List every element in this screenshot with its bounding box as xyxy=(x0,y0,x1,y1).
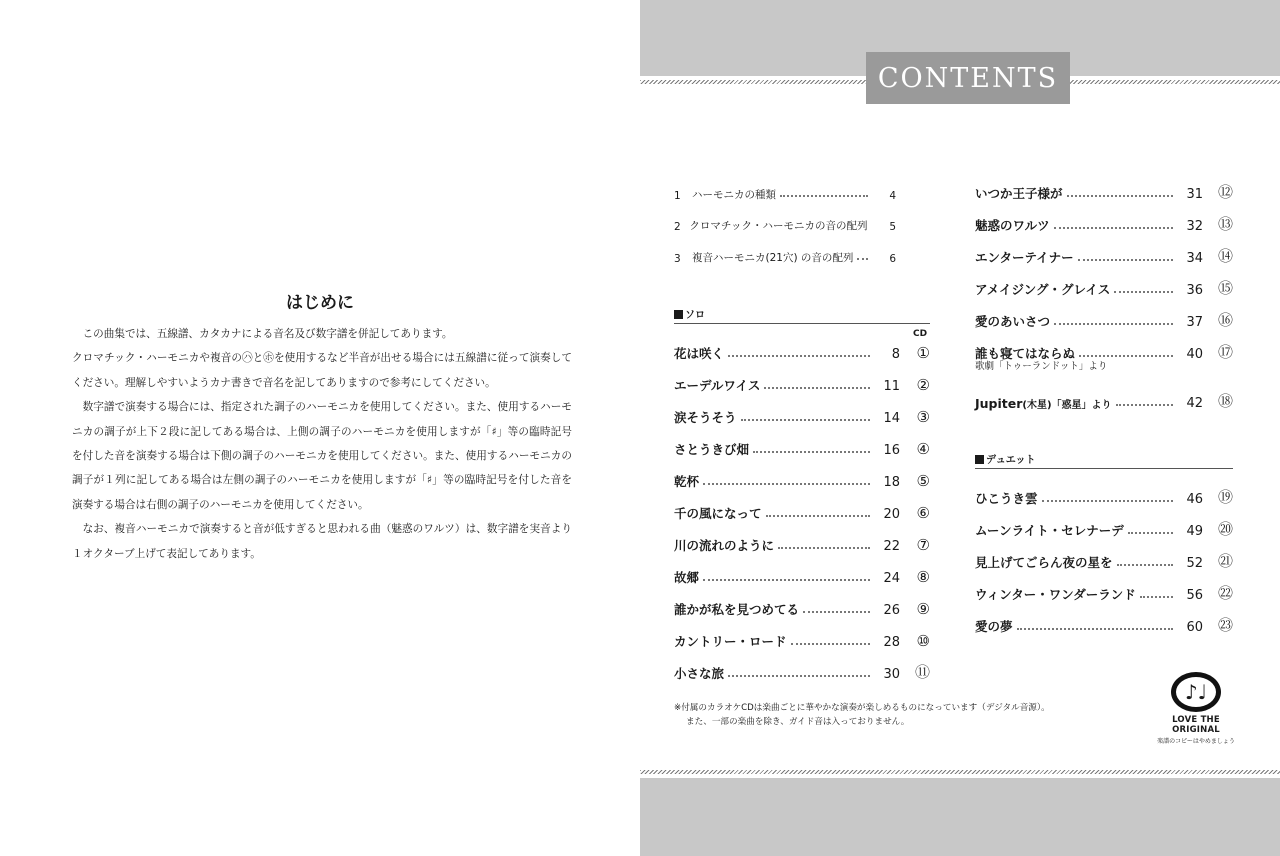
cd-track: ㉒ xyxy=(1217,584,1233,602)
toc-song-item[interactable] xyxy=(975,212,1233,234)
song-page: 8 xyxy=(891,347,900,362)
toc-title: ハーモニカの種類 xyxy=(692,189,776,201)
dot-leader xyxy=(1078,259,1173,261)
song-title: 愛のあいさつ xyxy=(975,314,1051,329)
song-page: 18 xyxy=(883,475,900,490)
intro-body xyxy=(72,322,572,566)
toc-song-item[interactable] xyxy=(975,276,1233,298)
dot-leader xyxy=(728,355,870,357)
toc-song-item[interactable] xyxy=(674,468,930,490)
square-bullet-icon xyxy=(674,310,683,319)
song-page: 34 xyxy=(1186,251,1203,266)
toc-song-item[interactable] xyxy=(674,372,930,394)
dot-leader xyxy=(764,387,870,389)
duet-heading xyxy=(975,451,1233,469)
love-the-original-logo xyxy=(1156,672,1236,745)
song-title: エンターテイナー xyxy=(975,250,1074,265)
cd-track: ⑦ xyxy=(916,536,930,554)
dot-leader xyxy=(791,643,870,645)
intro-title: はじめに xyxy=(286,293,354,313)
intro-paragraph: クロマチック・ハーモニカや複音の㋩と㋭を使用するなど半音が出せる場合には五線譜に従って演奏してください。理解しやすいようカナ書きで音名を記してありますので参考にしてください。 xyxy=(72,352,572,389)
song-page: 52 xyxy=(1186,556,1203,571)
cd-track: ⑯ xyxy=(1217,311,1233,329)
song-page: 16 xyxy=(883,443,900,458)
intro-paragraph: 数字譜で演奏する場合には、指定された調子のハーモニカを使用してください。また、使用するハーモニカの調子が上下２段に記してある場合は、上側の調子のハーモニカを使用しますが「♯」等の臨時記号を付した音を演奏する場合は下側の調子のハーモニカを使用してください。また、使用するハーモニカの調子が１列に記してある場合は左側の調子のハーモニカを使用しますが「♯」等の臨時記号を付した音を演奏する場合は右側の調子のハーモニカを使用してください。 xyxy=(72,401,572,511)
dot-leader xyxy=(1054,227,1173,229)
song-title xyxy=(975,396,1112,411)
toc-song-item[interactable] xyxy=(674,532,930,554)
song-title: いつか王子様が xyxy=(975,186,1063,201)
dot-leader xyxy=(1116,404,1173,406)
song-title: 小さな旅 xyxy=(674,666,725,681)
toc-title: 複音ハーモニカ(21穴) の音の配列 xyxy=(692,252,854,264)
song-page: 40 xyxy=(1186,347,1203,362)
song-title: ウィンター・ワンダーランド xyxy=(975,587,1136,602)
cd-track: ⑧ xyxy=(916,568,930,586)
dot-leader xyxy=(703,483,870,485)
song-title: ひこうき雲 xyxy=(975,491,1038,506)
song-title: カントリー・ロード xyxy=(674,634,787,649)
toc-song-item[interactable] xyxy=(975,613,1233,635)
song-page: 42 xyxy=(1186,396,1203,411)
song-page: 20 xyxy=(883,507,900,522)
song-page: 46 xyxy=(1186,492,1203,507)
dot-leader xyxy=(1054,323,1173,325)
song-title: 花は咲く xyxy=(674,346,725,361)
toc-intro-item[interactable] xyxy=(674,211,896,233)
toc-song-item[interactable] xyxy=(975,581,1233,603)
song-title: エーデルワイス xyxy=(674,378,761,393)
toc-song-item[interactable] xyxy=(674,404,930,426)
song-title: 川の流れのように xyxy=(674,538,775,553)
song-title: 故郷 xyxy=(674,570,700,585)
song-title-main: Jupiter xyxy=(975,396,1023,411)
square-bullet-icon xyxy=(975,455,984,464)
dot-leader xyxy=(857,258,868,260)
song-title: 誰も寝てはならぬ xyxy=(975,346,1076,361)
cd-track: ⑤ xyxy=(916,472,930,490)
toc-intro-item[interactable] xyxy=(674,243,896,265)
toc-num: 1 xyxy=(674,190,681,202)
song-page: 14 xyxy=(883,411,900,426)
song-page: 49 xyxy=(1186,524,1203,539)
song-page: 28 xyxy=(883,635,900,650)
cd-track: ⑩ xyxy=(916,632,930,650)
dot-leader xyxy=(703,579,870,581)
toc-song-item[interactable] xyxy=(674,500,930,522)
cd-track: ⑳ xyxy=(1217,520,1233,538)
toc-song-item[interactable] xyxy=(674,660,930,682)
song-title: 魅惑のワルツ xyxy=(975,218,1050,233)
dot-leader xyxy=(753,451,870,453)
cd-track: ① xyxy=(916,344,930,362)
toc-page: 4 xyxy=(889,190,896,202)
toc-song-item[interactable] xyxy=(674,436,930,458)
dot-leader xyxy=(766,515,870,517)
song-title-small: (木星)「惑星」より xyxy=(1022,400,1112,411)
logo-text: LOVE THE ORIGINAL xyxy=(1172,715,1220,735)
dot-leader xyxy=(1114,291,1173,293)
song-page: 36 xyxy=(1186,283,1203,298)
cd-track: ④ xyxy=(916,440,930,458)
toc-page: 5 xyxy=(889,221,896,233)
toc-song-item[interactable] xyxy=(975,517,1233,539)
cd-track: ⑱ xyxy=(1217,392,1233,410)
song-title: さとうきび畑 xyxy=(674,442,750,457)
song-title: アメイジング・グレイス xyxy=(975,282,1111,297)
toc-song-item[interactable] xyxy=(674,564,930,586)
cd-track: ⑲ xyxy=(1217,488,1233,506)
cd-label: CD xyxy=(913,329,928,339)
toc-num: 3 xyxy=(674,253,681,265)
toc-song-item[interactable] xyxy=(975,485,1233,507)
song-page: 11 xyxy=(883,379,900,394)
dot-leader xyxy=(1067,195,1173,197)
dot-leader xyxy=(780,195,868,197)
dot-leader xyxy=(728,675,870,677)
music-notes-icon: ♪♩ xyxy=(1171,672,1221,712)
cd-track: ⑫ xyxy=(1217,183,1233,201)
right-page xyxy=(640,0,1280,856)
song-title: 乾杯 xyxy=(674,474,700,489)
solo-heading xyxy=(674,306,930,324)
song-page: 30 xyxy=(883,667,900,682)
toc-song-item[interactable] xyxy=(975,308,1233,330)
cd-track: ㉑ xyxy=(1217,552,1233,570)
intro-paragraph: この曲集では、五線譜、カタカナによる音名及び数字譜を併記してあります。 xyxy=(82,328,453,340)
toc-intro-item[interactable] xyxy=(674,180,896,202)
dot-leader xyxy=(803,611,870,613)
song-title: 見上げてごらん夜の星を xyxy=(975,555,1113,570)
toc-song-item[interactable] xyxy=(674,628,930,650)
song-title: ムーンライト・セレナーデ xyxy=(975,523,1124,538)
dot-leader xyxy=(1042,500,1173,502)
dot-leader xyxy=(778,547,870,549)
footer-rule xyxy=(640,770,1280,774)
dot-leader xyxy=(741,419,870,421)
toc-title: クロマチック・ハーモニカの音の配列 xyxy=(689,220,868,232)
song-subtitle: 歌劇「トゥーランドット」より xyxy=(975,361,1108,372)
song-title: 誰かが私を見つめてる xyxy=(674,602,800,617)
song-page: 26 xyxy=(883,603,900,618)
toc-song-item[interactable] xyxy=(975,389,1233,411)
dot-leader xyxy=(1117,564,1173,566)
song-page: 24 xyxy=(883,571,900,586)
toc-song-item[interactable] xyxy=(975,244,1233,266)
dot-leader xyxy=(1140,596,1173,598)
toc-song-item[interactable] xyxy=(975,180,1233,202)
cd-track: ⑰ xyxy=(1217,343,1233,361)
duet-heading-text: デュエット xyxy=(986,455,1036,466)
dot-leader xyxy=(1128,532,1173,534)
cd-track: ⑪ xyxy=(914,663,930,681)
toc-num: 2 xyxy=(674,221,681,233)
solo-heading-text: ソロ xyxy=(685,310,705,321)
toc-page: 6 xyxy=(889,253,896,265)
footnote-line: また、一部の楽曲を除き、ガイド音は入っておりません。 xyxy=(686,717,910,727)
logo-subtext: 楽譜のコピーはやめましょう xyxy=(1157,738,1235,745)
cd-track: ⑭ xyxy=(1217,247,1233,265)
song-title: 涙そうそう xyxy=(674,410,737,425)
cd-track: ⑮ xyxy=(1217,279,1233,297)
dot-leader xyxy=(1017,628,1173,630)
cd-track: ㉓ xyxy=(1217,616,1233,634)
footnote-line: ※付属のカラオケCDは楽曲ごとに華やかな演奏が楽しめるものになっています（デジタル音源）。 xyxy=(674,703,1050,713)
footnote xyxy=(674,701,1050,729)
song-page: 31 xyxy=(1186,187,1203,202)
dot-leader xyxy=(1079,355,1173,357)
footer-band xyxy=(640,778,1280,856)
intro-paragraph: なお、複音ハーモニカで演奏すると音が低すぎると思われる曲（魅惑のワルツ）は、数字譜を実音より１オクターブ上げて表記してあります。 xyxy=(72,523,572,560)
cd-track: ⑥ xyxy=(916,504,930,522)
cd-track: ⑬ xyxy=(1217,215,1233,233)
song-page: 32 xyxy=(1186,219,1203,234)
song-page: 37 xyxy=(1186,315,1203,330)
cd-track: ② xyxy=(916,376,930,394)
toc-song-item[interactable] xyxy=(674,340,930,362)
song-page: 56 xyxy=(1186,588,1203,603)
cd-track: ⑨ xyxy=(916,600,930,618)
song-page: 22 xyxy=(883,539,900,554)
toc-song-item[interactable] xyxy=(975,549,1233,571)
cd-track: ③ xyxy=(916,408,930,426)
song-title: 千の風になって xyxy=(674,506,762,521)
song-title: 愛の夢 xyxy=(975,619,1013,634)
toc-song-item[interactable] xyxy=(674,596,930,618)
song-page: 60 xyxy=(1186,620,1203,635)
contents-title: CONTENTS xyxy=(866,52,1070,104)
